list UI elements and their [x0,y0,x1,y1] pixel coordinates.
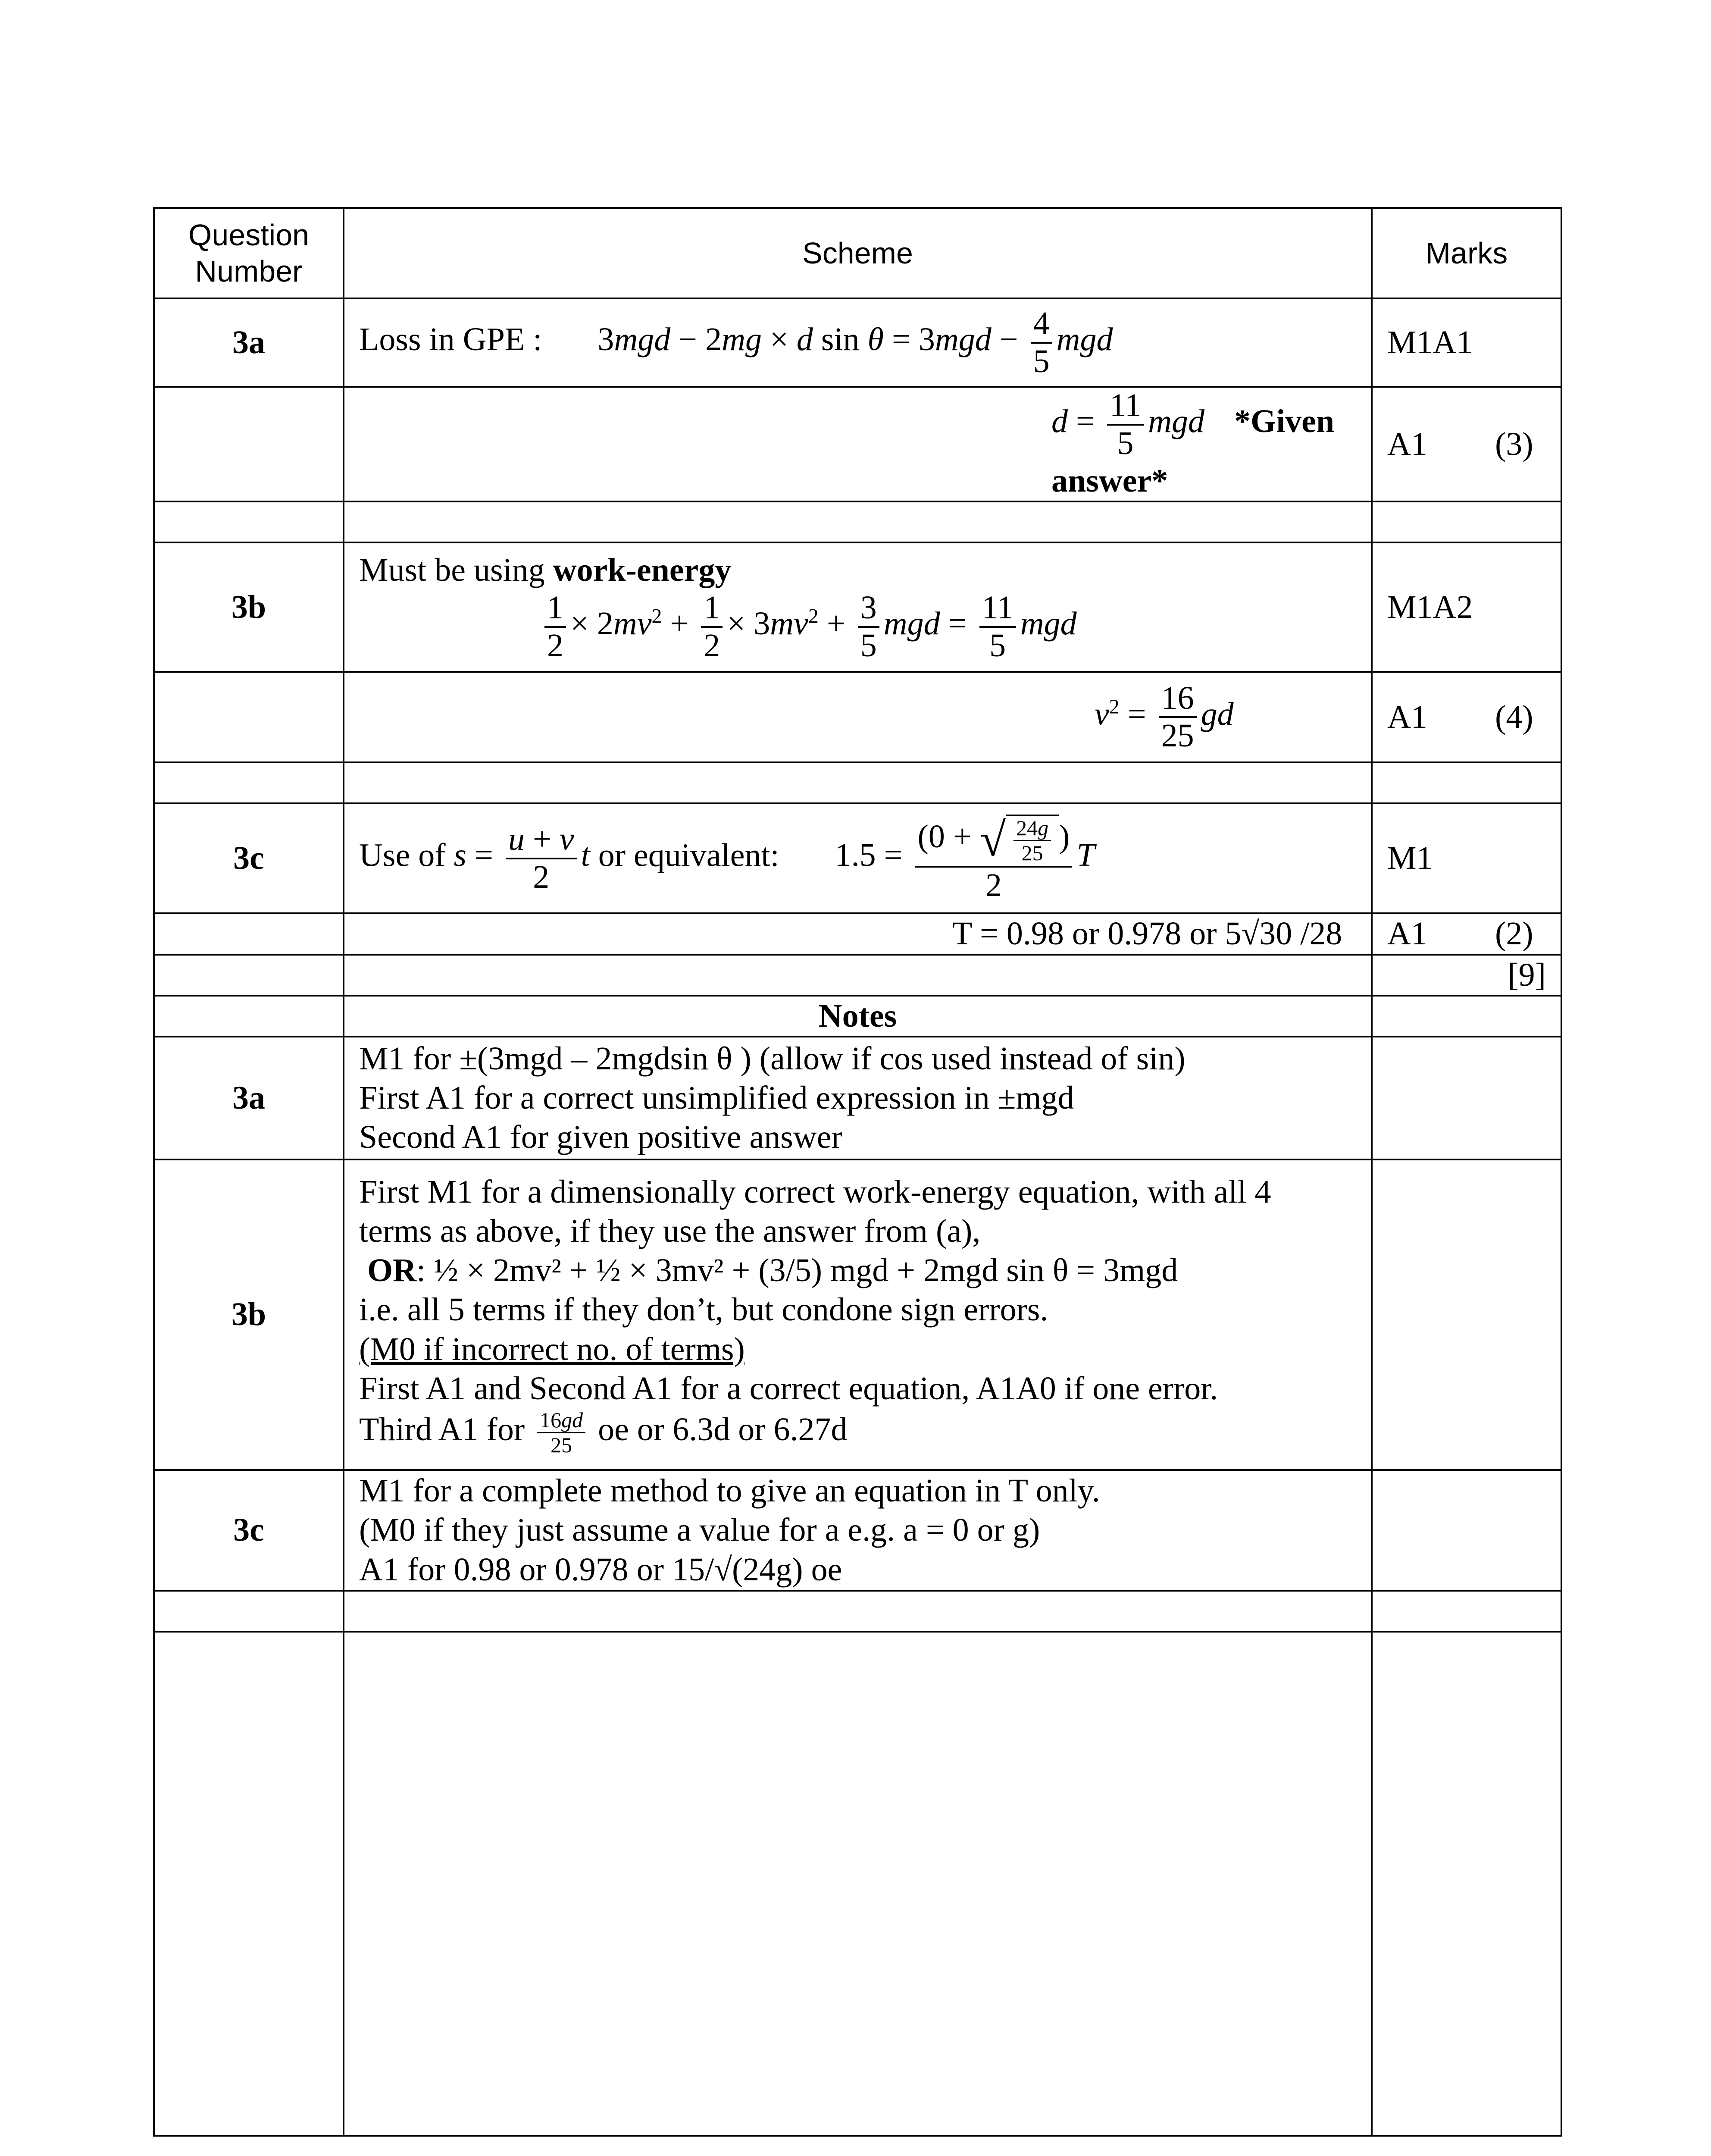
notes-b-line: First M1 for a dimensionally correct work-energy equation, with all 4 [359,1173,1271,1210]
or-equivalent-label: or equivalent: [598,837,779,874]
part-b-row-2 [154,672,1561,762]
notes-b-third-a1: Third A1 for $\frac{16gd}{25}$ oe or 6.3d or 6.27d [359,1408,848,1457]
notes-question-3a: 3a [154,1037,344,1159]
d-expression: d = $\frac{11}{5}$ mgd [1051,387,1204,461]
header-marks: Marks [1372,208,1561,298]
notes-b-line: i.e. all 5 terms if they don’t, but condone sign errors. [359,1291,1048,1328]
spacer-row [154,1591,1561,1632]
suvat-formula: s = $\frac{u + v}{2}$ t [454,821,590,895]
part-c-row-2 [154,913,1561,954]
notes-c-line: M1 for a complete method to give an equation in T only. [359,1473,1100,1509]
notes-question-3c: 3c [154,1470,344,1591]
notes-a-line: Second A1 for given positive answer [359,1119,842,1156]
use-of-label: Use of [359,837,446,874]
spacer-row [154,501,1561,542]
notes-b-line: First A1 and Second A1 for a correct equation, A1A0 if one error. [359,1370,1218,1407]
time-equation: 1.5 = (0 + √ $\frac{24g}{25}$ ) 2 T [835,813,1095,903]
v-squared-expression: $v^2$ = $\frac{16}{25}$ gd [1095,680,1234,754]
part-b-row-1 [154,542,1561,672]
notes-b-line: terms as above, if they use the answer from (a), [359,1213,981,1250]
notes-c-line: A1 for 0.98 or 0.978 or 15/√(24g) oe [359,1551,842,1588]
work-energy-equation: $\frac{1}{2}$ × $2mv^2$ + $\frac{1}{2}$ × $3mv^2$ + $\frac{3}{5}$ mgd = $\frac{11}{5}$ mgd [359,590,1356,664]
notes-c-line: (M0 if they just assume a value for a e.g. a = 0 or g) [359,1512,1040,1548]
t-answer: T = 0.98 or 0.978 or 5√30 /28 [952,915,1342,952]
part-a-row-1 [154,298,1561,387]
part-c-marks-2: A1 (2) [1372,913,1561,954]
part-a-working [344,298,1372,387]
part-c-answer [344,913,1372,954]
total-marks: [9] [1372,955,1561,996]
given-answer-note: *Given answer* [1051,403,1335,499]
part-b-working [344,542,1372,672]
part-a-marks-2: A1 (3) [1372,387,1561,501]
part-a-marks-1: M1A1 [1372,298,1561,387]
work-energy-intro: Must be using work-energy [359,552,732,589]
notes-c-text [344,1470,1372,1591]
notes-b-alternative: OR: ½ × 2mv² + ½ × 3mv² + (3/5) mgd + 2mgd sin θ = 3mgd [367,1252,1178,1289]
part-b-marks-2: A1 (4) [1372,672,1561,762]
total-row [154,955,1561,996]
question-3c: 3c [154,803,344,913]
blank-row [154,1632,1561,2136]
question-3b: 3b [154,542,344,672]
notes-b-row [154,1159,1561,1470]
notes-question-3b: 3b [154,1159,344,1470]
part-c-working [344,803,1372,913]
notes-a-line: M1 for ±(3mgd – 2mgdsin θ ) (allow if cos used instead of sin) [359,1040,1186,1077]
notes-b-text [344,1159,1372,1470]
part-b-marks-1: M1A2 [1372,542,1561,672]
notes-a-text [344,1037,1372,1159]
part-c-marks-1: M1 [1372,803,1561,913]
part-a-row-2 [154,387,1561,501]
header-question-number: Question Number [154,208,344,298]
part-b-answer [344,672,1372,762]
question-3a: 3a [154,298,344,387]
notes-a-row [154,1037,1561,1159]
mark-scheme-table [153,207,1562,2137]
notes-a-line: First A1 for a correct unsimplified expression in ±mgd [359,1079,1074,1116]
notes-title: Notes [344,996,1372,1037]
header-scheme: Scheme [344,208,1372,298]
notes-title-row [154,996,1561,1037]
part-a-answer [344,387,1372,501]
header-row [154,208,1561,298]
gpe-expression: 3mgd − 2mg × d sin θ = 3mgd − $\frac{4}{5}$ mgd [597,305,1113,379]
spacer-row [154,762,1561,803]
part-c-row-1 [154,803,1561,913]
gpe-label: Loss in GPE : [359,321,542,357]
notes-c-row [154,1470,1561,1591]
notes-b-line: (M0 if incorrect no. of terms) [359,1331,745,1367]
